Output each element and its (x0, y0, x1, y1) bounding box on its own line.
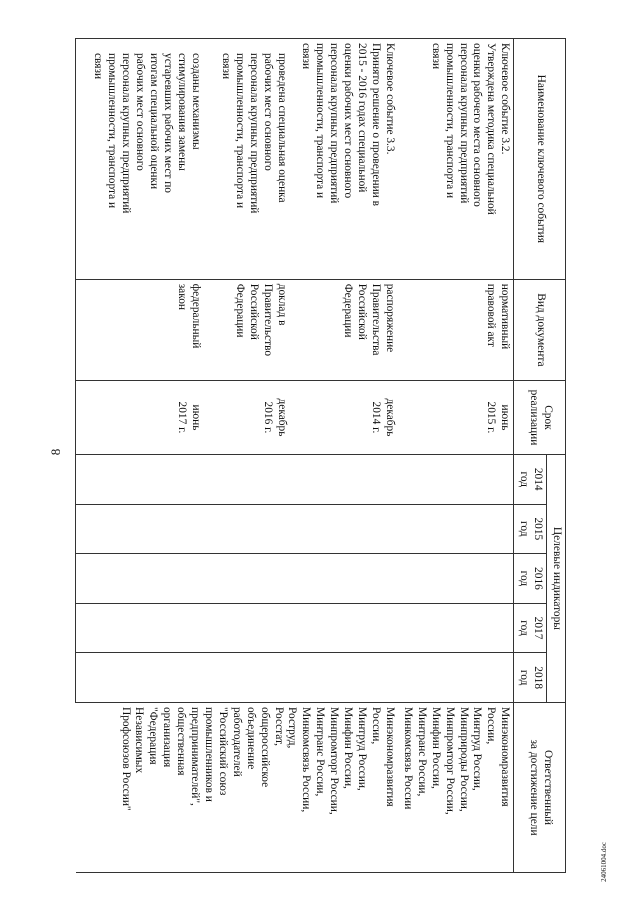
year-cell (204, 554, 290, 604)
year-cell (290, 454, 398, 504)
year-cell (398, 454, 514, 504)
year-cell (204, 504, 290, 554)
year-cell (76, 603, 204, 653)
header-document-type: Вид документа (514, 279, 566, 380)
header-term: Срок реализации (514, 381, 566, 455)
rotated-table-container (90, 38, 566, 873)
year-cell (290, 603, 398, 653)
document-type-cell: доклад в Правительство Российской Федерации (204, 279, 290, 380)
term-cell: декабрь 2014 г. (290, 381, 398, 455)
year-cell (290, 653, 398, 703)
year-cell (76, 554, 204, 604)
header-year-2018: 2018 год (514, 653, 547, 703)
term-cell: июнь 2017 г. (76, 381, 204, 455)
year-cell (398, 554, 514, 604)
term-cell: декабрь 2016 г. (204, 381, 290, 455)
responsible-cell: Минэкономразвития России, Минтруд России, Минфин России, Минпромторг России, Минтранс России, Минкомсвязь России, Роструд, Росстат, общероссийское объединение работодателей "Российский союз промышленников и предпринимателей", общественная организация "Федерация Независимых Профсоюзов России" (76, 702, 398, 872)
event-name-cell: Ключевое событие 3.2. Утверждена методика специальной оценки рабочего места основного персонала крупных предприятий промышленности, транспорта и связи (398, 39, 514, 280)
year-cell (76, 454, 204, 504)
key-events-table (75, 38, 566, 873)
document-type-cell: распоряжение Правительства Российской Федерации (290, 279, 398, 380)
term-cell: июнь 2015 г. (398, 381, 514, 455)
document-type-cell: нормативный правовой акт (398, 279, 514, 380)
year-cell (204, 603, 290, 653)
header-year-2014: 2014 год (514, 454, 547, 504)
year-cell (290, 504, 398, 554)
header-year-2015: 2015 год (514, 504, 547, 554)
year-cell (398, 653, 514, 703)
year-cell (76, 653, 204, 703)
year-cell (204, 454, 290, 504)
header-year-2017: 2017 год (514, 603, 547, 653)
event-name-cell: созданы механизмы стимулирования замены устаревших рабочих мест по итогам специальной оценки рабочих мест основного персонала крупных предприятий промышленности, транспорта и связи (76, 39, 204, 280)
page-number: 8 (48, 448, 63, 456)
year-cell (398, 504, 514, 554)
footer-document-code: 24061004.doc (600, 842, 608, 882)
event-name-cell: Ключевое событие 3.3. Принято решение о проведении в 2015 - 2016 годах специальной оценки рабочих мест основного персонала крупных предприятий промышленности, транспорта и связи (290, 39, 398, 280)
year-cell (204, 653, 290, 703)
year-cell (76, 504, 204, 554)
header-target-indicators: Целевые индикаторы (547, 454, 566, 702)
event-name-cell: проведена специальная оценка рабочих мест основного персонала крупных предприятий промышленности, транспорта и связи (204, 39, 290, 280)
table-row (398, 39, 514, 873)
header-year-2016: 2016 год (514, 554, 547, 604)
document-type-cell: федеральный закон (76, 279, 204, 380)
header-event-name: Наименование ключевого события (514, 39, 566, 280)
year-cell (398, 603, 514, 653)
header-responsible: Ответственный за достижение цели (514, 702, 566, 872)
responsible-cell: Минэкономразвития России, Минтруд России, Минприроды России, Минпромторг России, Минфин России, Минтранс России, Минкомсвязь России (398, 702, 514, 872)
year-cell (290, 554, 398, 604)
table-row (290, 39, 398, 873)
